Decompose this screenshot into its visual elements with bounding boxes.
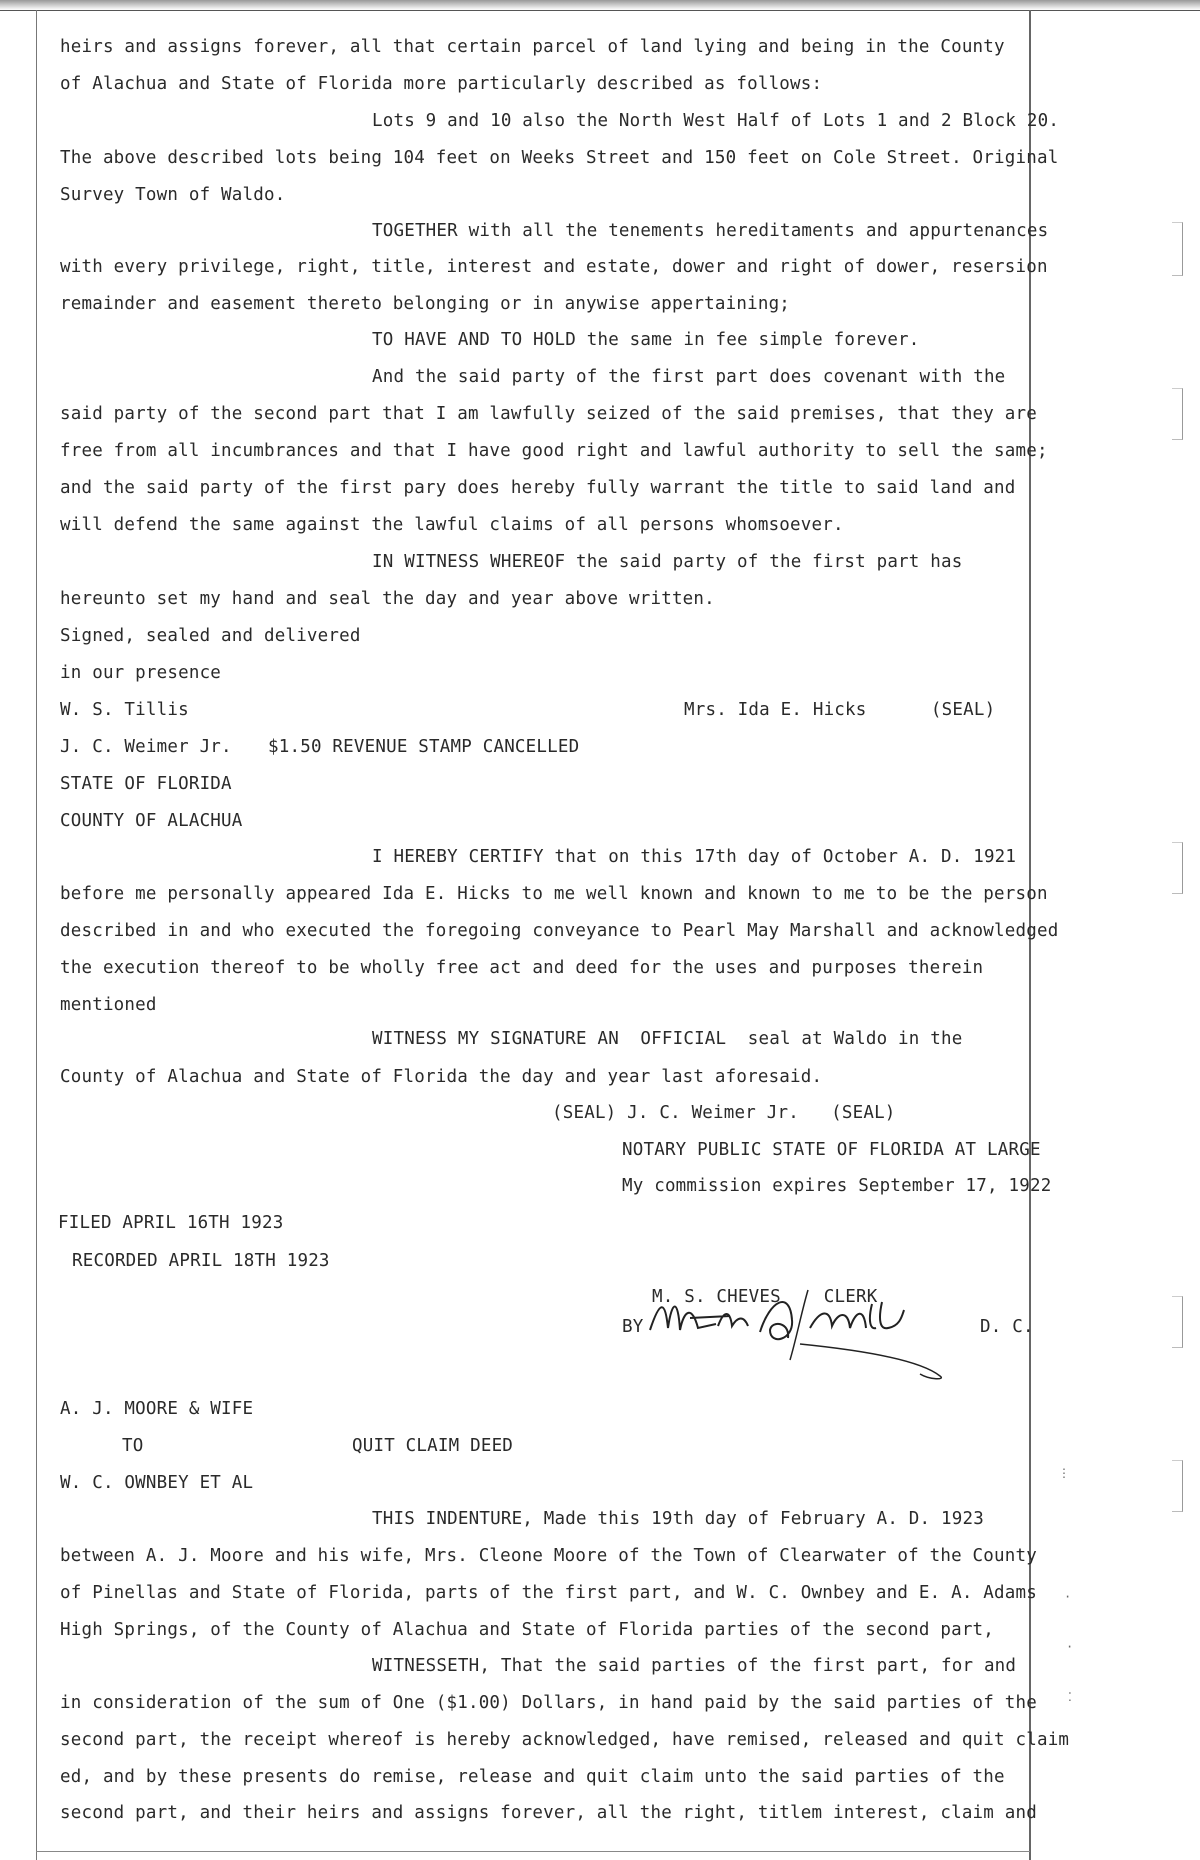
text-line: and the said party of the first pary does hereby fully warrant the title to said land and bbox=[60, 478, 1016, 498]
text-line: Lots 9 and 10 also the North West Half of Lots 1 and 2 Block 20. bbox=[372, 111, 1060, 131]
text-line: with every privilege, right, title, interest and estate, dower and right of dower, resersion bbox=[60, 257, 1048, 277]
text-line: heirs and assigns forever, all that certain parcel of land lying and being in the County bbox=[60, 37, 1005, 57]
margin-mark bbox=[1172, 1460, 1183, 1512]
grantor-heading: A. J. MOORE & WIFE bbox=[60, 1399, 254, 1419]
deed-type-heading: QUIT CLAIM DEED bbox=[352, 1436, 514, 1456]
text-line: of Alachua and State of Florida more particularly described as follows: bbox=[60, 74, 823, 94]
text-line: Signed, sealed and delivered bbox=[60, 626, 361, 646]
text-line: TO HAVE AND TO HOLD the same in fee simple forever. bbox=[372, 330, 920, 350]
margin-speck: ⋮ bbox=[1058, 1466, 1070, 1480]
text-line: second part, the receipt whereof is hereby acknowledged, have remised, released and quit claim bbox=[60, 1730, 1070, 1750]
text-line: TOGETHER with all the tenements hereditaments and appurtenances bbox=[372, 221, 1049, 241]
text-line: IN WITNESS WHEREOF the said party of the first part has bbox=[372, 552, 963, 572]
margin-speck: · bbox=[1064, 1590, 1072, 1604]
notary-title: NOTARY PUBLIC STATE OF FLORIDA AT LARGE bbox=[622, 1140, 1041, 1160]
text-line: will defend the same against the lawful claims of all persons whomsoever. bbox=[60, 515, 844, 535]
margin-speck: ⁚ bbox=[1068, 1690, 1072, 1704]
by-label: BY bbox=[622, 1317, 644, 1337]
text-line: described in and who executed the foregoing conveyance to Pearl May Marshall and acknowledged bbox=[60, 921, 1059, 941]
grantee-heading: W. C. OWNBEY ET AL bbox=[60, 1473, 254, 1493]
text-line: COUNTY OF ALACHUA bbox=[60, 811, 243, 831]
text-line: WITNESSETH, That the said parties of the first part, for and bbox=[372, 1656, 1017, 1676]
text-line: said party of the second part that I am lawfully seized of the said premises, that they are bbox=[60, 404, 1037, 424]
text-line: mentioned bbox=[60, 995, 157, 1015]
text-line: before me personally appeared Ida E. Hicks to me well known and known to me to be the person bbox=[60, 884, 1048, 904]
text-line: STATE OF FLORIDA bbox=[60, 774, 232, 794]
text-line: remainder and easement thereto belonging or in anywise appertaining; bbox=[60, 294, 791, 314]
grantor-signature: Mrs. Ida E. Hicks (SEAL) bbox=[684, 700, 996, 720]
text-line: hereunto set my hand and seal the day and year above written. bbox=[60, 589, 715, 609]
bottom-border-line bbox=[36, 1851, 1030, 1852]
revenue-stamp-note: $1.50 REVENUE STAMP CANCELLED bbox=[268, 737, 580, 757]
text-line: High Springs, of the County of Alachua and State of Florida parties of the second part, bbox=[60, 1620, 995, 1640]
witness-name: W. S. Tillis bbox=[60, 700, 189, 720]
text-line: County of Alachua and State of Florida the day and year last aforesaid. bbox=[60, 1067, 823, 1087]
filed-date: FILED APRIL 16TH 1923 bbox=[58, 1213, 284, 1233]
margin-mark bbox=[1172, 222, 1183, 276]
margin-mark bbox=[1172, 388, 1183, 440]
margin-speck: · bbox=[1066, 1640, 1074, 1654]
text-line: between A. J. Moore and his wife, Mrs. Cleone Moore of the Town of Clearwater of the County bbox=[60, 1546, 1037, 1566]
text-line: second part, and their heirs and assigns forever, all the right, titlem interest, claim and bbox=[60, 1803, 1037, 1823]
commission-expiry: My commission expires September 17, 1922 bbox=[622, 1176, 1052, 1196]
text-line: THIS INDENTURE, Made this 19th day of February A. D. 1923 bbox=[372, 1509, 984, 1529]
text-line: in our presence bbox=[60, 663, 222, 683]
top-rule bbox=[0, 0, 1200, 11]
text-line: free from all incumbrances and that I have good right and lawful authority to sell the same; bbox=[60, 441, 1048, 461]
to-heading: TO bbox=[122, 1436, 144, 1456]
deputy-clerk-label: D. C. bbox=[980, 1317, 1034, 1337]
margin-mark bbox=[1172, 842, 1183, 894]
text-line: And the said party of the first part does covenant with the bbox=[372, 367, 1006, 387]
text-line: the execution thereof to be wholly free act and deed for the uses and purposes therein bbox=[60, 958, 984, 978]
margin-mark bbox=[1172, 1296, 1183, 1348]
text-line: Survey Town of Waldo. bbox=[60, 185, 286, 205]
notary-signature: (SEAL) J. C. Weimer Jr. (SEAL) bbox=[552, 1103, 896, 1123]
clerk-signature-block bbox=[620, 1280, 1040, 1390]
text-line: I HEREBY CERTIFY that on this 17th day of October A. D. 1921 bbox=[372, 847, 1017, 867]
clerk-name: M. S. CHEVES CLERK bbox=[652, 1287, 878, 1307]
witness-name: J. C. Weimer Jr. bbox=[60, 737, 232, 757]
text-line: in consideration of the sum of One ($1.00) Dollars, in hand paid by the said parties of the bbox=[60, 1693, 1037, 1713]
text-line: The above described lots being 104 feet on Weeks Street and 150 feet on Cole Street. Original bbox=[60, 148, 1059, 168]
handwritten-signature bbox=[620, 1280, 1040, 1390]
text-line: ed, and by these presents do remise, release and quit claim unto the said parties of the bbox=[60, 1767, 1005, 1787]
recorded-date: RECORDED APRIL 18TH 1923 bbox=[72, 1251, 330, 1271]
left-border-line bbox=[36, 10, 37, 1860]
text-line: of Pinellas and State of Florida, parts of the first part, and W. C. Ownbey and E. A. Adams bbox=[60, 1583, 1037, 1603]
text-line: WITNESS MY SIGNATURE AN OFFICIAL seal at Waldo in the bbox=[372, 1029, 963, 1049]
